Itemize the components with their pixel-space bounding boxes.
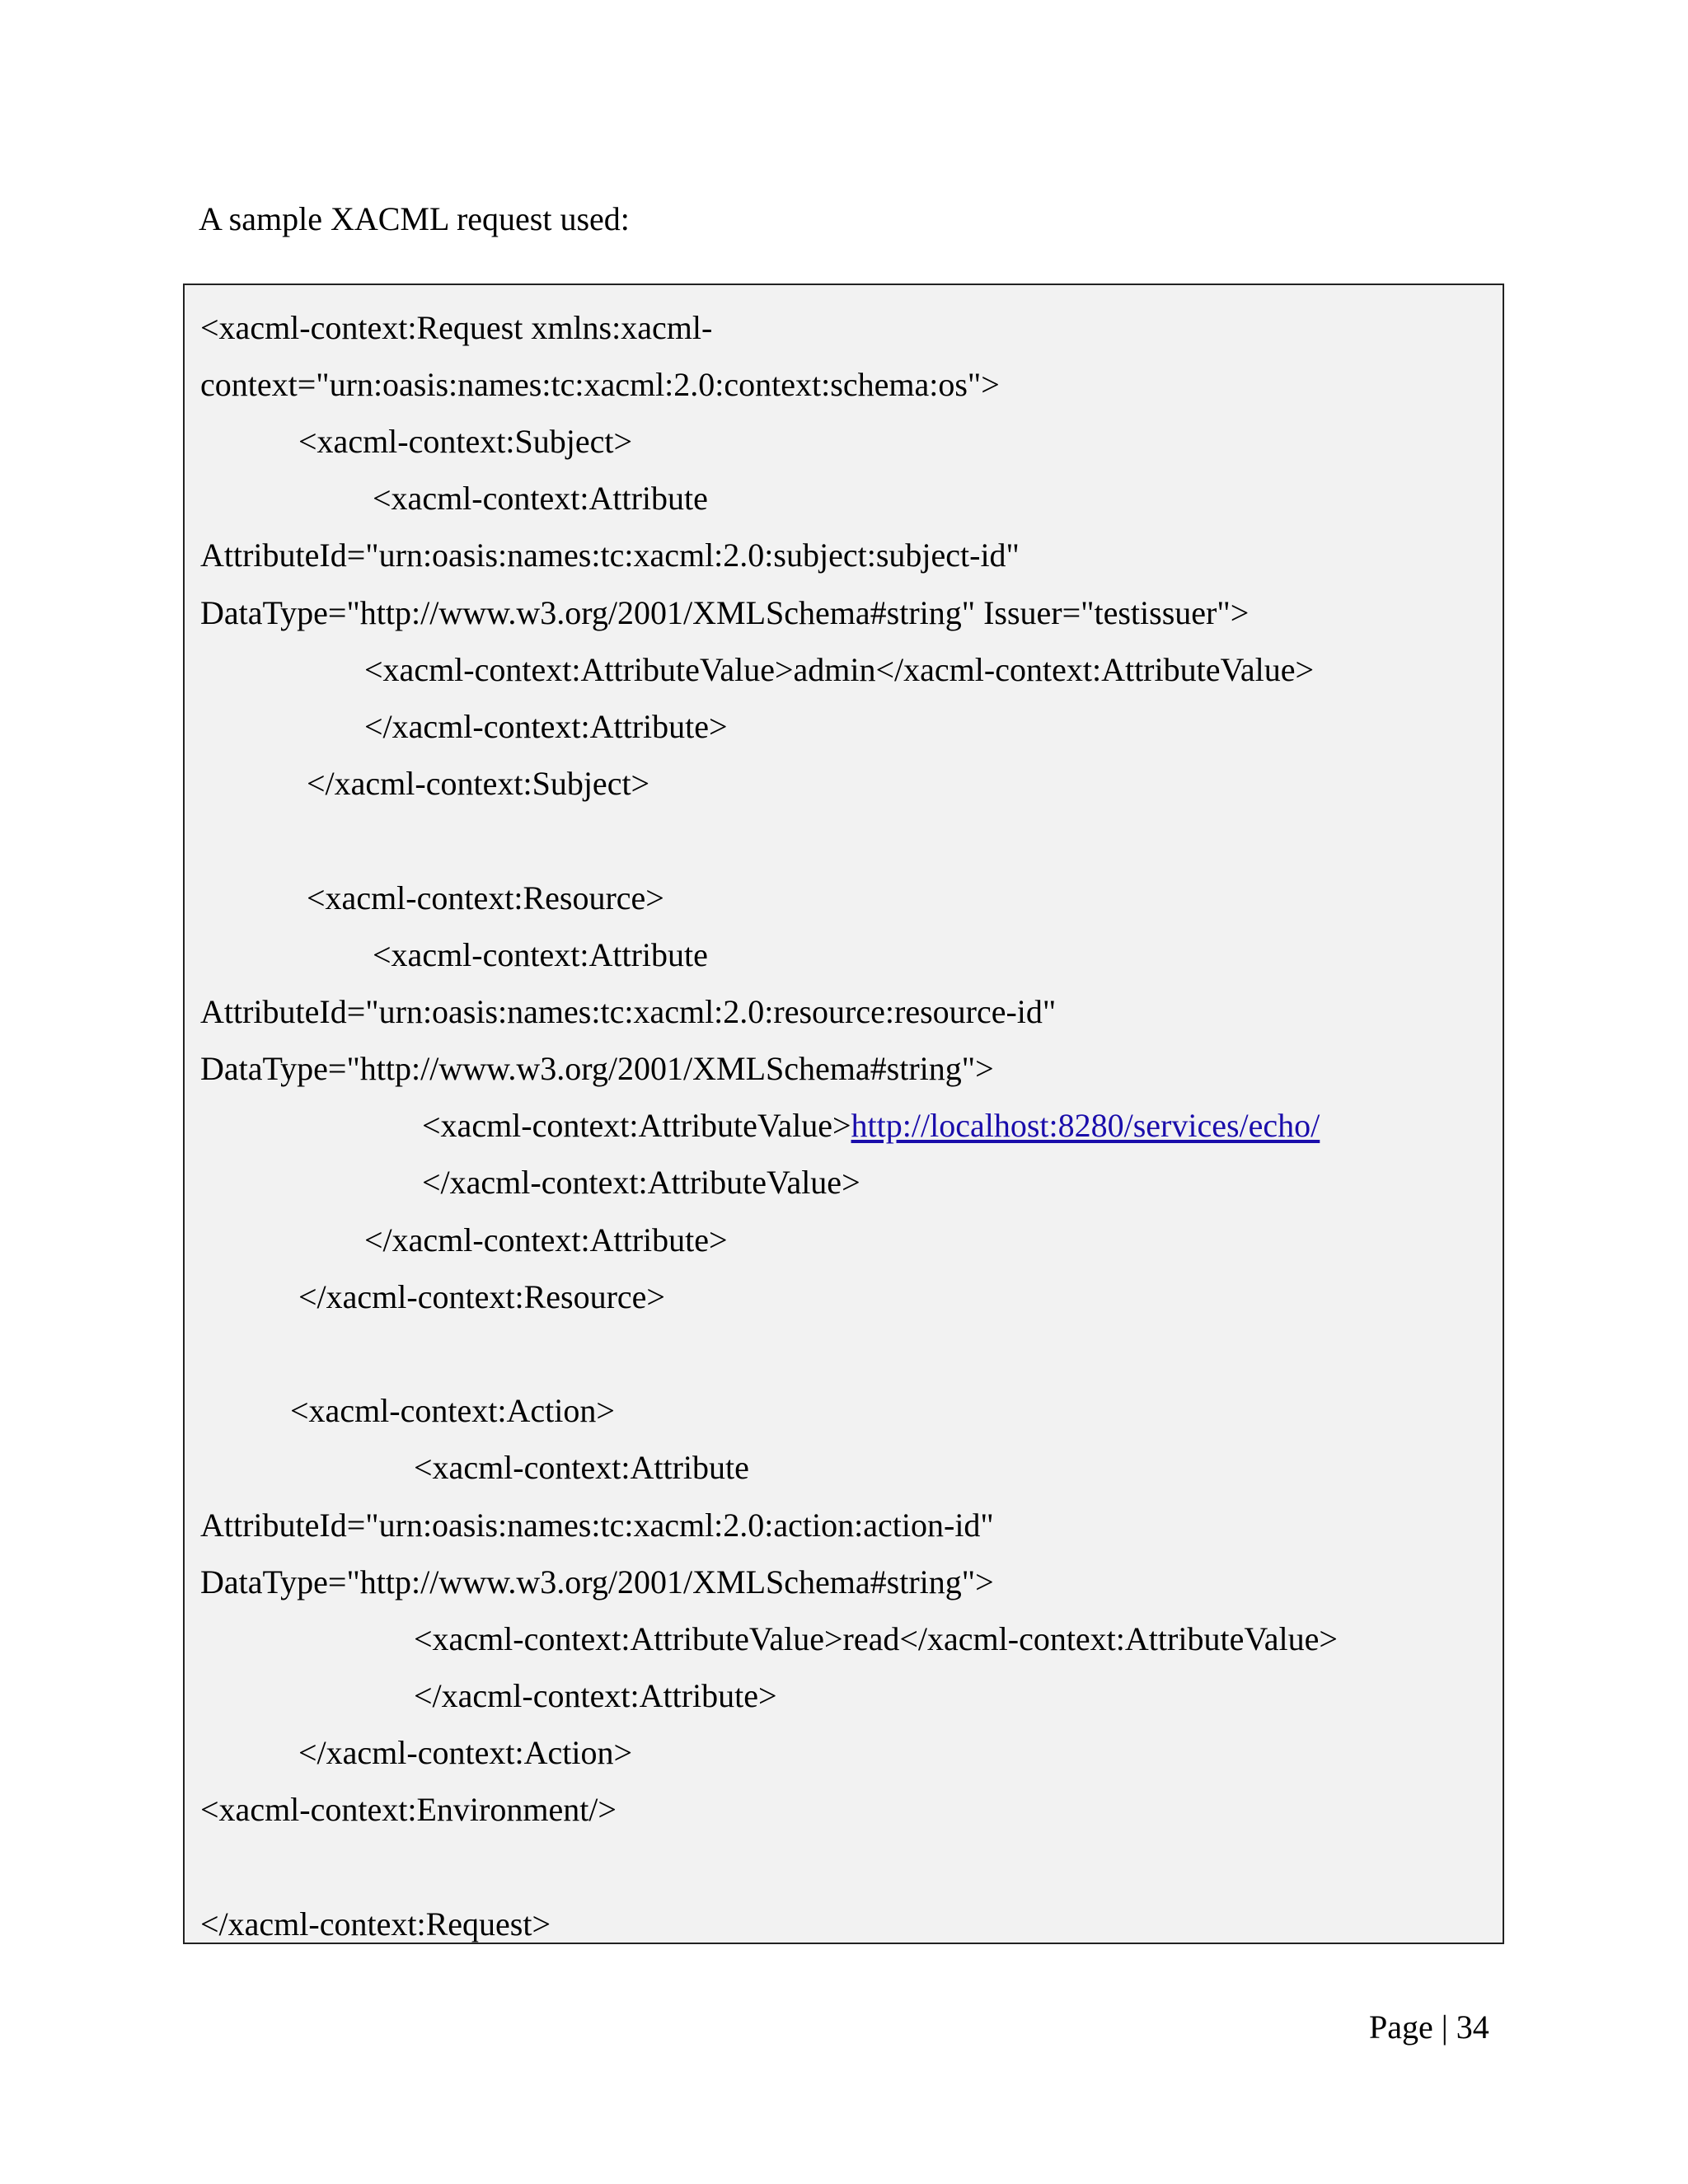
code-line-prefix: <xacml-context:AttributeValue> xyxy=(422,1107,851,1144)
xacml-request-code-box xyxy=(183,284,1504,1944)
code-line: </xacml-context:Resource> xyxy=(298,1278,665,1315)
code-line: </xacml-context:Attribute> xyxy=(364,708,728,745)
code-line: <xacml-context:AttributeValue>admin</xacml-context:AttributeValue> xyxy=(364,651,1315,688)
code-line: <xacml-context:AttributeValue>read</xacml-context:AttributeValue> xyxy=(414,1620,1338,1657)
code-line: AttributeId="urn:oasis:names:tc:xacml:2.0:subject:subject-id" xyxy=(200,537,1020,574)
code-line: <xacml-context:Resource> xyxy=(307,879,664,916)
code-line: </xacml-context:Subject> xyxy=(307,765,650,802)
code-line: <xacml-context:Environment/> xyxy=(200,1791,617,1828)
code-line: <xacml-context:Request xmlns:xacml- xyxy=(200,309,713,346)
code-line: DataType="http://www.w3.org/2001/XMLSchema#string"> xyxy=(200,1563,994,1601)
code-line: <xacml-context:Subject> xyxy=(298,423,632,460)
code-line: <xacml-context:Attribute xyxy=(373,480,708,517)
code-line: </xacml-context:Attribute> xyxy=(414,1677,777,1714)
code-line xyxy=(422,1101,1320,1151)
code-line: <xacml-context:Attribute xyxy=(373,936,708,973)
code-line: </xacml-context:Attribute> xyxy=(364,1221,728,1258)
code-line: AttributeId="urn:oasis:names:tc:xacml:2.0:resource:resource-id" xyxy=(200,993,1057,1030)
code-line: context="urn:oasis:names:tc:xacml:2.0:context:schema:os"> xyxy=(200,366,1000,403)
page-number: Page | 34 xyxy=(1369,2008,1489,2046)
code-line: </xacml-context:AttributeValue> xyxy=(422,1164,860,1201)
resource-url-link[interactable]: http://localhost:8280/services/echo/ xyxy=(851,1107,1320,1144)
code-line: DataType="http://www.w3.org/2001/XMLSchema#string"> xyxy=(200,1050,994,1087)
section-caption: A sample XACML request used: xyxy=(199,200,630,237)
code-line: AttributeId="urn:oasis:names:tc:xacml:2.0:action:action-id" xyxy=(200,1507,994,1544)
code-line: </xacml-context:Action> xyxy=(298,1734,632,1771)
code-line: </xacml-context:Request> xyxy=(200,1905,551,1943)
code-line: <xacml-context:Attribute xyxy=(414,1449,749,1486)
code-line: DataType="http://www.w3.org/2001/XMLSchema#string" Issuer="testissuer"> xyxy=(200,594,1250,631)
code-line: <xacml-context:Action> xyxy=(290,1392,615,1429)
